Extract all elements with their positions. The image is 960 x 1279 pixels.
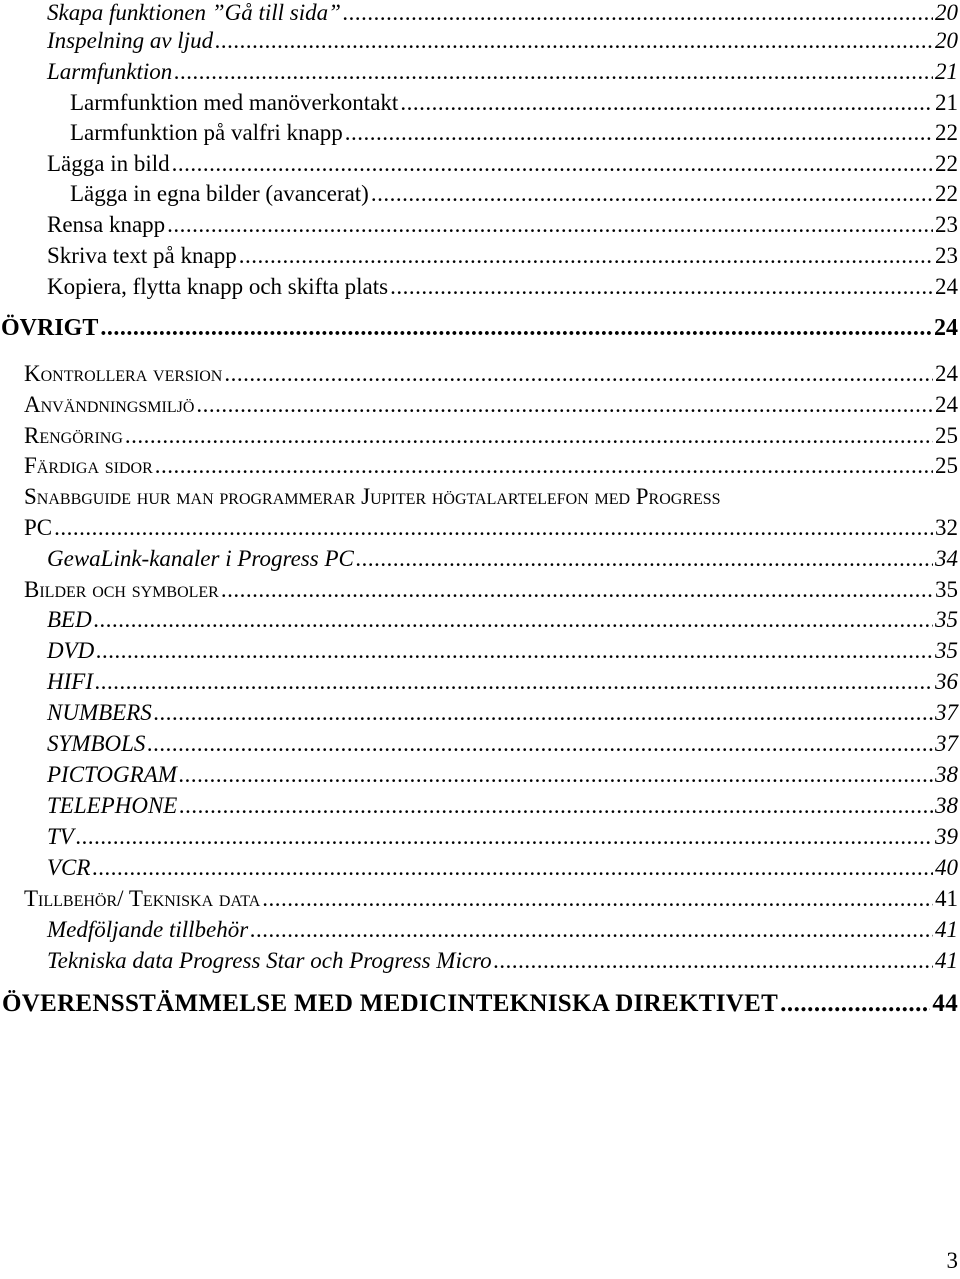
dot-leader: [54, 515, 933, 541]
toc-entry[interactable]: [70, 120, 958, 151]
dot-leader: [125, 423, 933, 449]
dot-leader: [250, 917, 933, 943]
toc-entry-title: NUMBERS: [47, 700, 152, 725]
toc-entry[interactable]: [47, 243, 958, 274]
toc-entry-chapter[interactable]: [2, 990, 958, 1024]
toc-entry-title: GewaLink-kanaler i Progress PC: [47, 546, 354, 571]
toc-entry-page: 22: [935, 181, 958, 206]
toc-entry-title: DVD: [47, 638, 95, 663]
dot-leader: [221, 577, 933, 603]
toc-entry[interactable]: [47, 274, 958, 305]
toc-entry[interactable]: [70, 90, 958, 121]
toc-entry-page: 25: [935, 453, 958, 478]
dot-leader: [100, 315, 932, 342]
toc-entry[interactable]: [47, 948, 958, 979]
toc-entry-title: Larmfunktion: [47, 59, 173, 84]
toc-entry-title: Tekniska data Progress Star och Progress Micro: [47, 948, 492, 973]
toc-entry-page: 20: [935, 0, 958, 25]
toc-entry[interactable]: [47, 700, 958, 731]
toc-entry-title: Lägga in bild: [47, 151, 170, 176]
toc-entry-section[interactable]: [24, 577, 958, 608]
dot-leader: [179, 793, 933, 819]
toc-entry[interactable]: [47, 0, 958, 31]
toc-entry-title: Medföljande tillbehör: [47, 917, 249, 942]
dot-leader: [94, 607, 933, 633]
dot-leader: [96, 638, 933, 664]
toc-entry-page: 24: [934, 315, 958, 341]
toc-entry-page: 35: [935, 577, 958, 602]
toc-entry-section[interactable]: [24, 361, 958, 392]
toc-entry[interactable]: [47, 855, 958, 886]
toc-entry-page: 22: [935, 151, 958, 176]
toc-entry[interactable]: [47, 607, 958, 638]
toc-entry-page: 41: [935, 948, 958, 973]
toc-entry-page: 35: [935, 638, 958, 663]
toc-entry[interactable]: [47, 28, 958, 59]
toc-entry-title: Tillbehör/ Tekniska data: [24, 886, 261, 911]
dot-leader: [92, 855, 933, 881]
toc-entry-title: Kontrollera version: [24, 361, 223, 386]
toc-entry-page: 25: [935, 423, 958, 448]
toc-entry-page: 32: [935, 515, 958, 540]
toc-entry-page: 38: [935, 793, 958, 818]
toc-entry-page: 21: [935, 59, 958, 84]
toc-entry-page: 23: [935, 212, 958, 237]
toc-entry-section[interactable]: [24, 886, 958, 917]
toc-entry-title: Larmfunktion med manöverkontakt: [70, 90, 399, 115]
dot-leader: [356, 546, 933, 572]
toc-entry[interactable]: [47, 731, 958, 762]
toc-entry-page: 24: [935, 392, 958, 417]
toc-entry-page: 37: [935, 700, 958, 725]
dot-leader: [343, 0, 933, 26]
toc-entry[interactable]: [47, 669, 958, 700]
toc-entry-section[interactable]: [24, 453, 958, 484]
toc-entry-page: 24: [935, 361, 958, 386]
toc-entry-page: 35: [935, 607, 958, 632]
toc-entry-title: Skriva text på knapp: [47, 243, 237, 268]
dot-leader: [239, 243, 933, 269]
toc-entry-page: 41: [935, 886, 958, 911]
toc-entry-title: SYMBOLS: [47, 731, 146, 756]
toc-entry-section-wrapped[interactable]: [24, 484, 956, 510]
toc-entry[interactable]: [47, 762, 958, 793]
toc-entry-title: ÖVRIGT: [1, 315, 99, 341]
toc-entry-title: Inspelning av ljud: [47, 28, 214, 53]
toc-entry-title: Skapa funktionen ”Gå till sida”: [47, 0, 341, 25]
toc-entry[interactable]: [70, 181, 958, 212]
toc-entry-page: 41: [935, 917, 958, 942]
toc-entry-title: Rengöring: [24, 423, 123, 448]
toc-entry-title: TELEPHONE: [47, 793, 178, 818]
toc-entry[interactable]: [47, 546, 958, 577]
toc-entry-title: Användningsmiljö: [24, 392, 195, 417]
toc-entry-title: PICTOGRAM: [47, 762, 177, 787]
toc-entry-title: Färdiga sidor: [24, 453, 153, 478]
dot-leader: [76, 824, 933, 850]
dot-leader: [196, 392, 933, 418]
toc-entry-page: 22: [935, 120, 958, 145]
toc-entry[interactable]: [47, 917, 958, 948]
toc-entry-page: 39: [935, 824, 958, 849]
dot-leader: [174, 59, 933, 85]
dot-leader: [390, 274, 933, 300]
toc-entry[interactable]: [47, 212, 958, 243]
dot-leader: [371, 181, 933, 207]
toc-entry-title: Lägga in egna bilder (avancerat): [70, 181, 369, 206]
toc-entry[interactable]: [47, 151, 958, 182]
dot-leader: [780, 990, 930, 1018]
toc-entry-title: VCR: [47, 855, 91, 880]
toc-entry-title: Bilder och symboler: [24, 577, 219, 602]
toc-entry-title: Snabbguide hur man programmerar Jupiter högtalartelefon med Progress: [24, 484, 721, 509]
dot-leader: [494, 948, 933, 974]
toc-entry-page: 24: [935, 274, 958, 299]
toc-entry-page: 20: [935, 28, 958, 53]
toc-entry-chapter[interactable]: [1, 315, 958, 347]
toc-entry-title: ÖVERENSSTÄMMELSE MED MEDICINTEKNISKA DIREKTIVET: [2, 990, 779, 1017]
dot-leader: [179, 762, 933, 788]
toc-entry-title: PC: [24, 515, 53, 540]
toc-entry[interactable]: [47, 59, 958, 90]
toc-entry-title: BED: [47, 607, 92, 632]
dot-leader: [400, 90, 933, 116]
toc-entry-page: 44: [932, 990, 958, 1017]
toc-entry-title: Rensa knapp: [47, 212, 166, 237]
toc-entry-section[interactable]: [24, 392, 958, 423]
toc-entry-title: Larmfunktion på valfri knapp: [70, 120, 343, 145]
toc-entry-title: Kopiera, flytta knapp och skifta plats: [47, 274, 389, 299]
dot-leader: [167, 212, 933, 238]
dot-leader: [262, 886, 933, 912]
toc-entry-section[interactable]: [24, 515, 958, 546]
toc-entry-section[interactable]: [24, 423, 958, 454]
dot-leader: [147, 731, 933, 757]
toc-entry-page: 40: [935, 855, 958, 880]
page-number: 3: [946, 1248, 958, 1273]
toc-entry-page: 38: [935, 762, 958, 787]
dot-leader: [224, 361, 933, 387]
toc-entry-page: 21: [935, 90, 958, 115]
toc-entry-page: 36: [935, 669, 958, 694]
toc-entry[interactable]: [47, 824, 958, 855]
toc-entry[interactable]: [47, 793, 958, 824]
dot-leader: [95, 669, 933, 695]
toc-entry-page: 23: [935, 243, 958, 268]
dot-leader: [172, 151, 933, 177]
toc-entry-page: 37: [935, 731, 958, 756]
toc-entry-title: TV: [47, 824, 74, 849]
toc-entry-title: HIFI: [47, 669, 93, 694]
toc-entry-page: 34: [935, 546, 958, 571]
toc-entry[interactable]: [47, 638, 958, 669]
dot-leader: [215, 28, 933, 54]
dot-leader: [155, 453, 933, 479]
dot-leader: [345, 120, 933, 146]
dot-leader: [154, 700, 933, 726]
